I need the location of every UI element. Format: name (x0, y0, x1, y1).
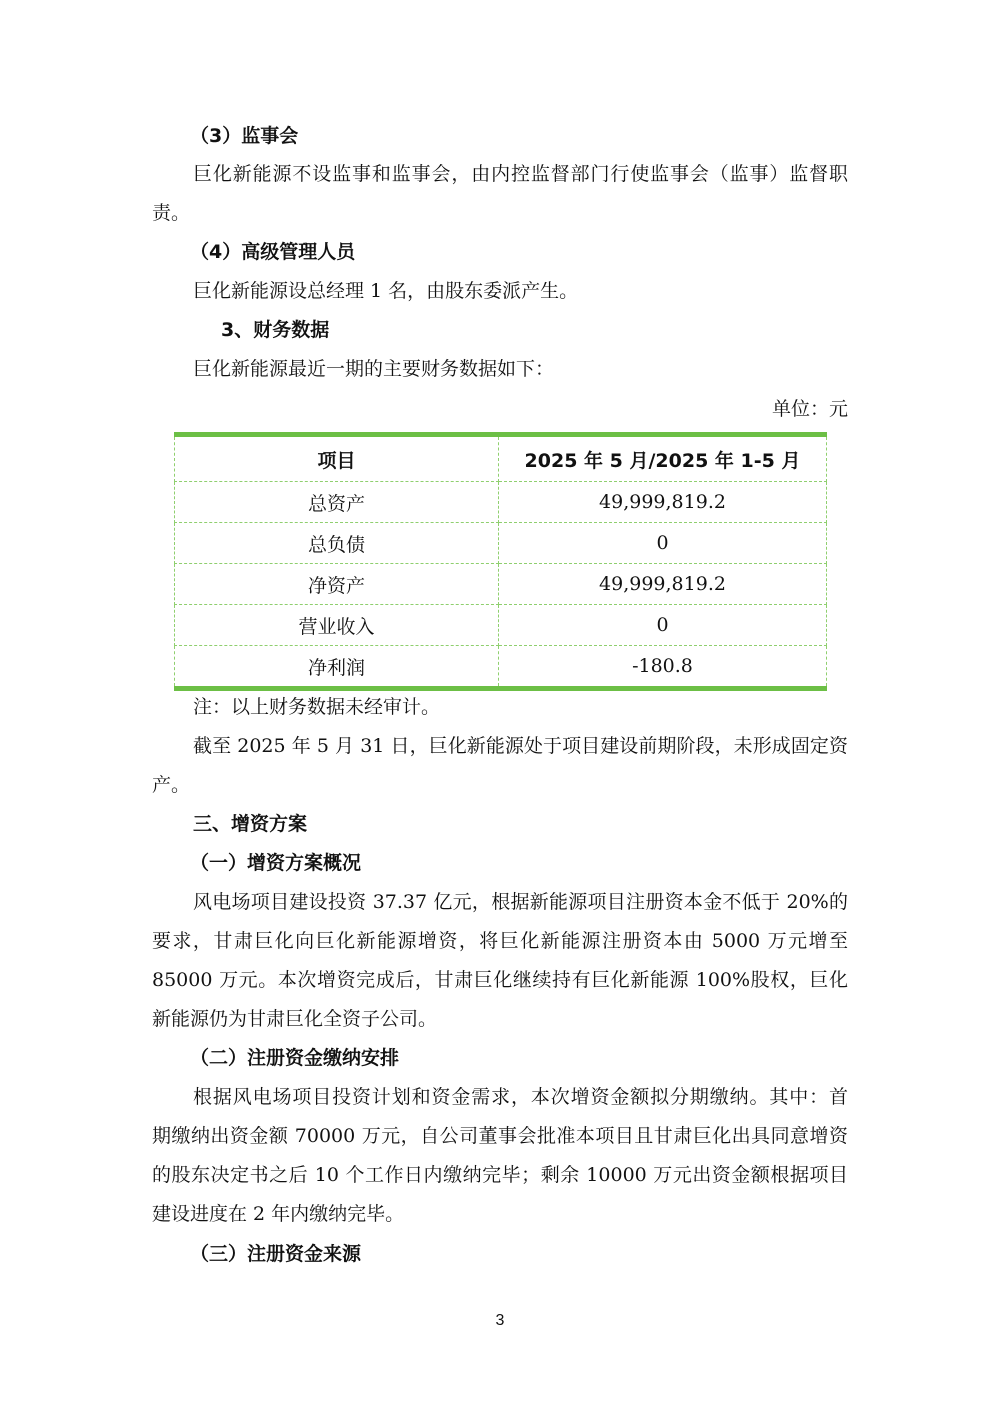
heading-capital-source: （三）注册资金来源 (190, 1243, 362, 1265)
paragraph-payment-line2: 期缴纳出资金额 70000 万元，自公司董事会批准本项目且甘肃巨化出具同意增资 (152, 1125, 848, 1147)
heading-plan-overview: （一）增资方案概况 (190, 852, 362, 874)
table-header-row (175, 437, 827, 482)
table-bottom-rule (174, 686, 827, 691)
table-cell-value: 0 (499, 605, 827, 646)
heading-senior-management: （4）高级管理人员 (190, 241, 356, 263)
table-row (175, 564, 827, 605)
table-cell-item: 净资产 (175, 564, 499, 605)
table-header-period: 2025 年 5 月/2025 年 1-5 月 (499, 437, 827, 482)
paragraph-payment-line4: 建设进度在 2 年内缴纳完毕。 (152, 1203, 405, 1225)
page-number: 3 (495, 1312, 505, 1329)
table-note: 注：以上财务数据未经审计。 (193, 696, 441, 718)
table-row (175, 482, 827, 523)
table-cell-value: 49,999,819.2 (499, 564, 827, 605)
table-row (175, 523, 827, 564)
table-cell-value: 49,999,819.2 (499, 482, 827, 523)
table-header-item: 项目 (175, 437, 499, 482)
paragraph-fixed-assets-line2: 产。 (152, 774, 191, 796)
paragraph-senior-management: 巨化新能源设总经理 1 名，由股东委派产生。 (193, 280, 579, 302)
table-cell-value: 0 (499, 523, 827, 564)
paragraph-financial-intro: 巨化新能源最近一期的主要财务数据如下： (193, 358, 555, 380)
paragraph-overview-line4: 新能源仍为甘肃巨化全资子公司。 (152, 1008, 438, 1030)
table-cell-item: 总资产 (175, 482, 499, 523)
paragraph-fixed-assets-line1: 截至 2025 年 5 月 31 日，巨化新能源处于项目建设前期阶段，未形成固定资 (193, 735, 848, 757)
table-row (175, 646, 827, 687)
paragraph-overview-line2: 要求，甘肃巨化向巨化新能源增资，将巨化新能源注册资本由 5000 万元增至 (152, 930, 848, 952)
paragraph-payment-line3: 的股东决定书之后 10 个工作日内缴纳完毕；剩余 10000 万元出资金额根据项目 (152, 1164, 848, 1186)
heading-financial-data: 3、财务数据 (221, 319, 330, 341)
table-cell-item: 营业收入 (175, 605, 499, 646)
heading-supervisory-board: （3）监事会 (190, 125, 299, 147)
table-cell-item: 总负债 (175, 523, 499, 564)
paragraph-payment-line1: 根据风电场项目投资计划和资金需求，本次增资金额拟分期缴纳。其中：首 (193, 1086, 848, 1108)
heading-payment-arrangement: （二）注册资金缴纳安排 (190, 1047, 400, 1069)
heading-capital-increase-plan: 三、增资方案 (193, 813, 308, 835)
paragraph-supervisory-line1: 巨化新能源不设监事和监事会，由内控监督部门行使监事会（监事）监督职 (193, 163, 848, 185)
table-cell-value: -180.8 (499, 646, 827, 687)
table-cell-item: 净利润 (175, 646, 499, 687)
table-unit-label: 单位：元 (771, 398, 848, 420)
table-row (175, 605, 827, 646)
paragraph-overview-line3: 85000 万元。本次增资完成后，甘肃巨化继续持有巨化新能源 100%股权，巨化 (152, 969, 848, 991)
financial-data-table (174, 432, 827, 691)
paragraph-supervisory-line2: 责。 (152, 202, 191, 224)
paragraph-overview-line1: 风电场项目建设投资 37.37 亿元，根据新能源项目注册资本金不低于 20%的 (193, 891, 848, 913)
